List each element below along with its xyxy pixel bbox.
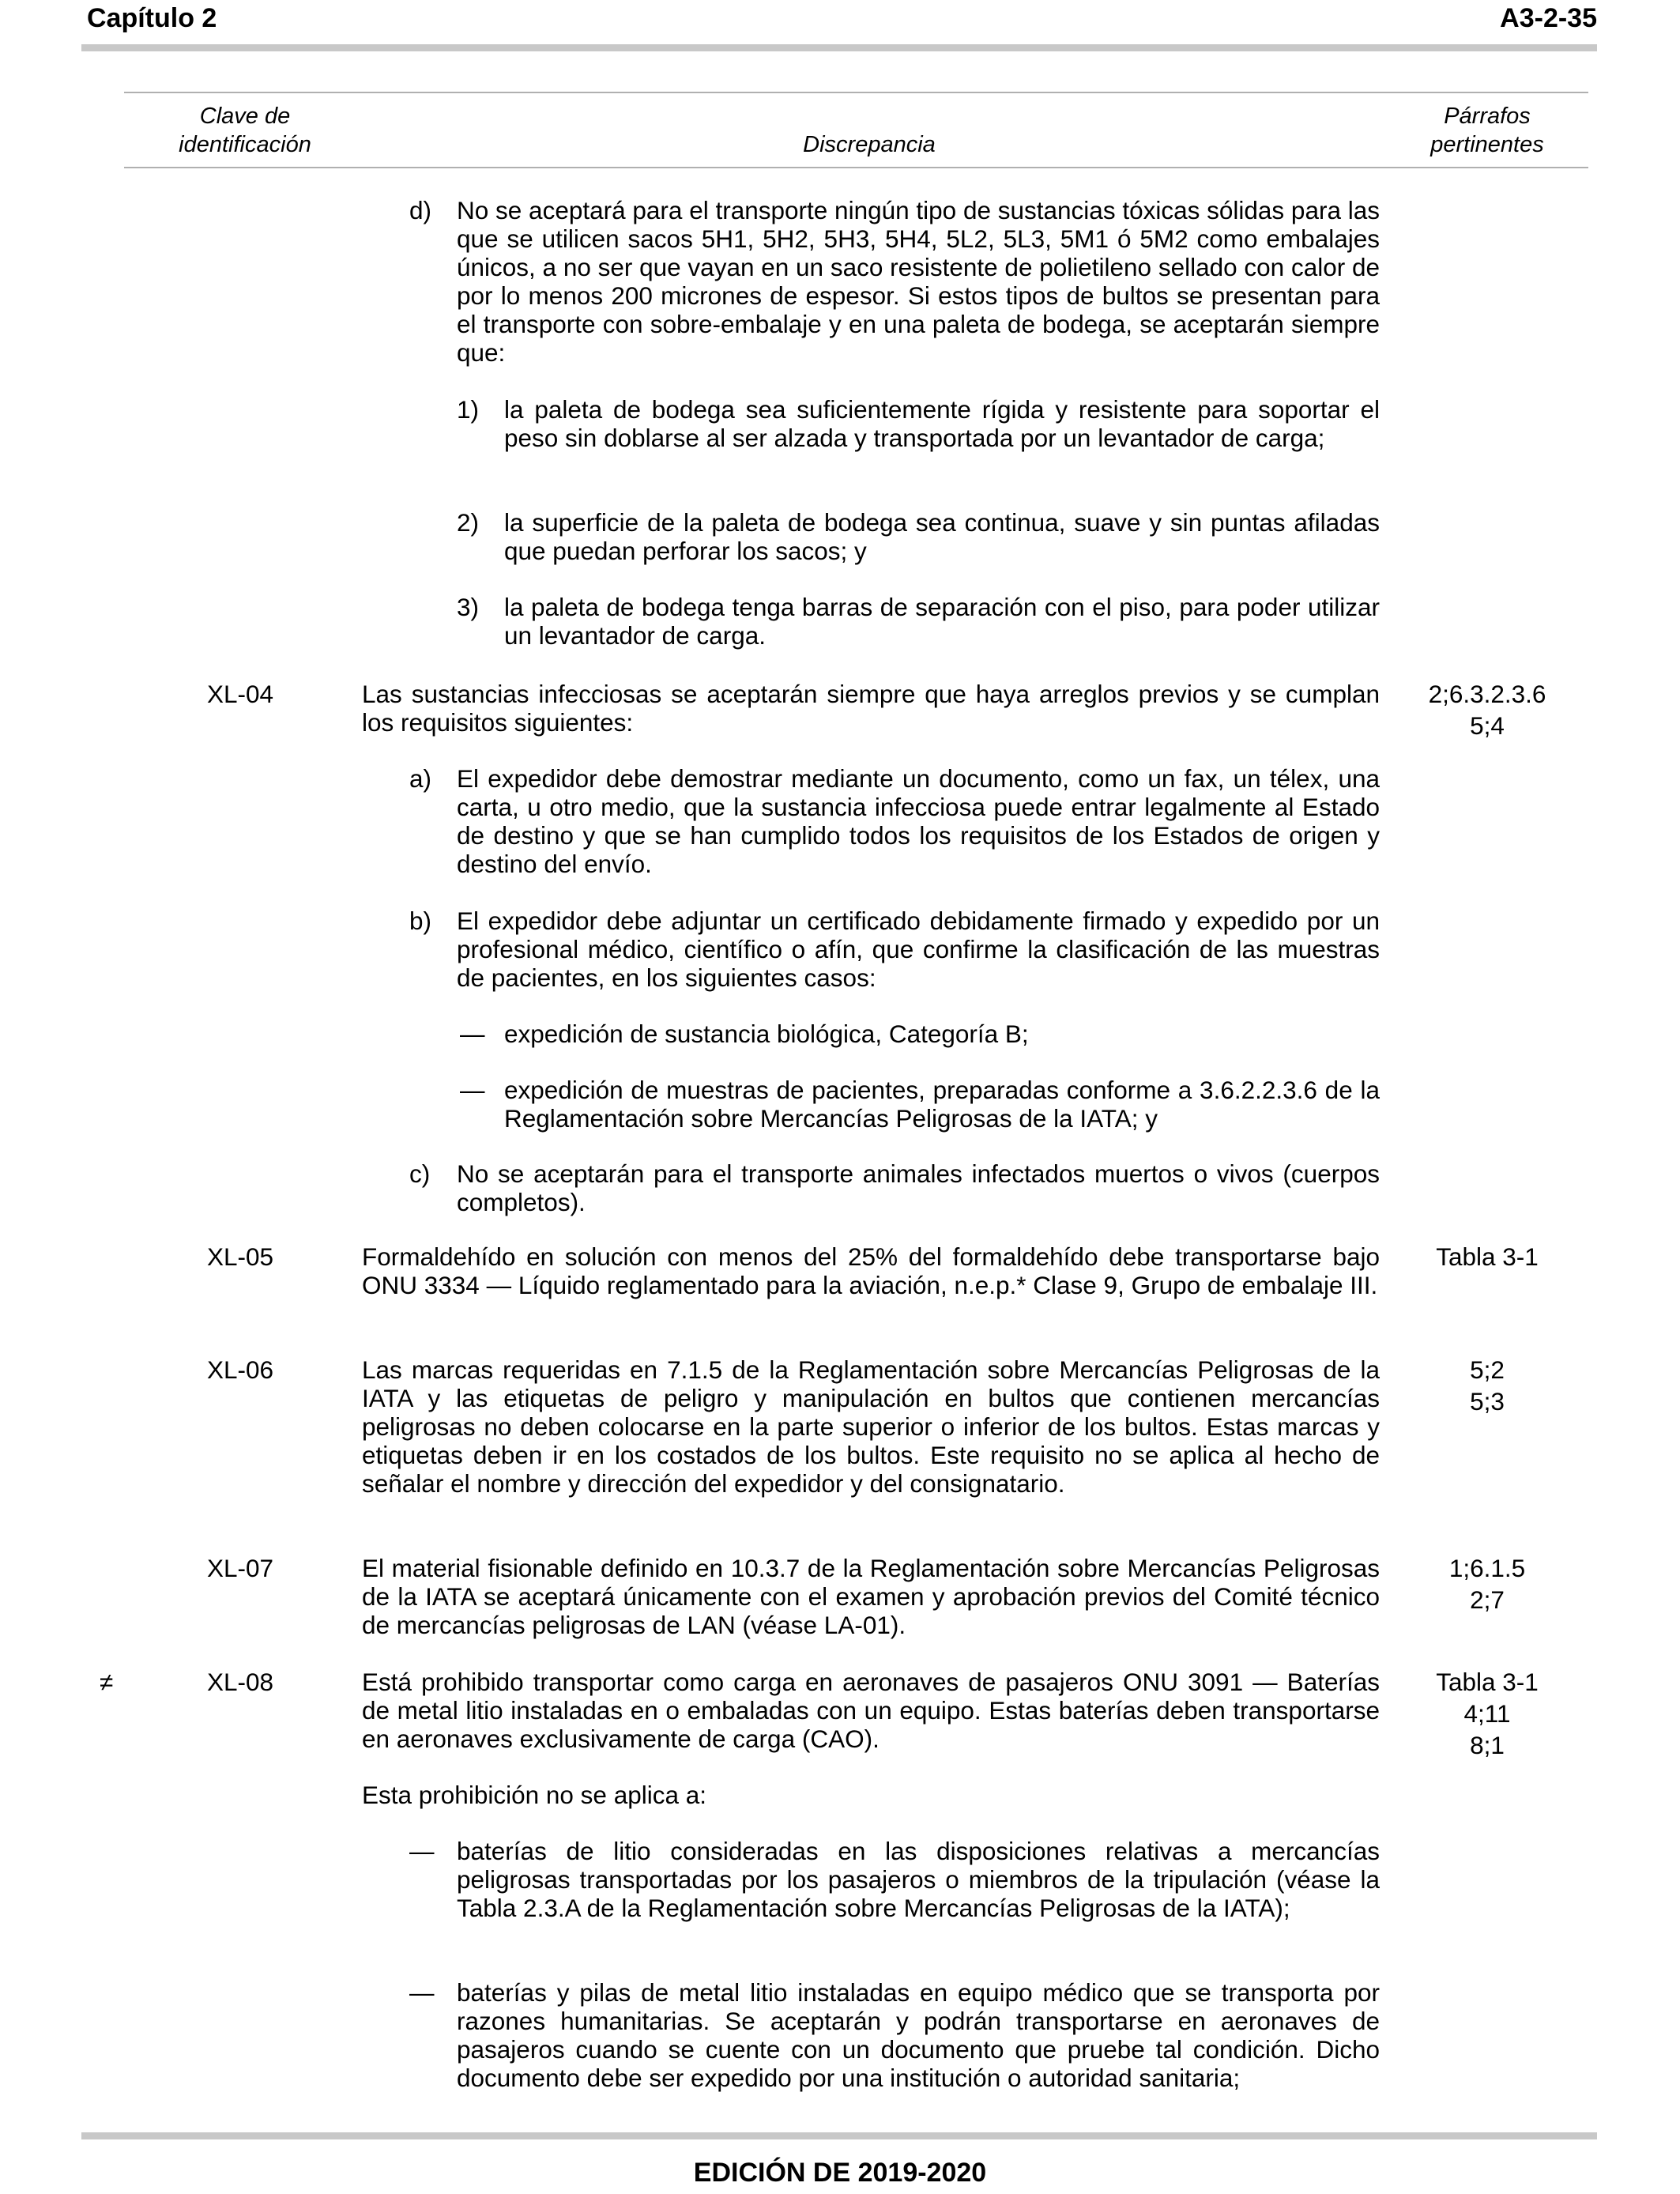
header-rule [81, 44, 1597, 51]
dash-text-xl04-2: expedición de muestras de pacientes, preparadas conforme a 3.6.2.2.3.6 de la Reglamentación sobre Mercancías Peligrosas de la IATA; y [504, 1076, 1380, 1133]
dash-label-xl08-1: — [409, 1837, 435, 1865]
entry-refs-xl04: 2;6.3.2.3.6 5;4 [1428, 680, 1546, 740]
entry-text-xl04: Las sustancias infecciosas se aceptarán siempre que haya arreglos previos y se cumplan los requisitos siguientes: [362, 680, 1380, 737]
subitem-label-3: 3) [457, 593, 480, 621]
chapter-title: Capítulo 2 [87, 3, 217, 33]
edition-footer: EDICIÓN DE 2019-2020 [693, 2158, 987, 2188]
entry-refs-xl07: 1;6.1.5 2;7 [1448, 1554, 1526, 1614]
column-header-refs: Párrafos pertinentes [1430, 104, 1544, 157]
entry-key-xl05: XL-05 [207, 1242, 274, 1271]
dash-text-xl04-1: expedición de sustancia biológica, Categoría B; [504, 1020, 1029, 1048]
item-label-c: c) [409, 1159, 431, 1188]
item-label-d: d) [409, 196, 432, 224]
entry-key-xl04: XL-04 [207, 680, 274, 708]
subitem-text-2: la superficie de la paleta de bodega sea continua, suave y sin puntas afiladas que puedan perforar los sacos; y [504, 508, 1380, 565]
entry-text-xl05: Formaldehído en solución con menos del 25% del formaldehído debe transportarse bajo ONU 3334 — Líquido reglamentado para la aviación, n.e.p.* Clase 9, Grupo de embalaje III. [362, 1242, 1380, 1299]
item-text-c: No se aceptarán para el transporte animales infectados muertos o vivos (cuerpos completos). [457, 1159, 1380, 1216]
entry-key-xl08: XL-08 [207, 1668, 274, 1696]
entry-refs-xl05: Tabla 3-1 [1436, 1242, 1539, 1271]
subitem-label-1: 1) [457, 395, 480, 424]
column-header-key: Clave de identificación [179, 104, 311, 157]
subitem-text-3: la paleta de bodega tenga barras de separación con el piso, para poder utilizar un levantador de carga. [504, 593, 1380, 650]
entry-refs-xl08: Tabla 3-1 4;11 8;1 [1436, 1668, 1539, 1759]
table-header-rule [124, 167, 1588, 168]
entry-refs-xl06: 5;2 5;3 [1470, 1355, 1505, 1416]
subitem-label-2: 2) [457, 508, 480, 537]
entry-key-xl07: XL-07 [207, 1554, 274, 1582]
dash-text-xl08-1: baterías de litio consideradas en las disposiciones relativas a mercancías peligrosas transportadas por los pasajeros o miembros de la tripulación (véase la Tabla 2.3.A de la Reglamentación sobre Mercancías Peligrosas de la IATA); [457, 1837, 1380, 1922]
dash-label-xl08-2: — [409, 1978, 435, 2007]
dash-label-xl04-1: — [460, 1020, 485, 1048]
exception-intro: Esta prohibición no se aplica a: [362, 1781, 707, 1809]
column-header-discrepancy: Discrepancia [803, 132, 936, 157]
entry-text-xl07: El material fisionable definido en 10.3.7 de la Reglamentación sobre Mercancías Peligrosas de la IATA se aceptará únicamente con el examen y aprobación previos del Comité técnico de mercancías peligrosas de LAN (véase LA-01). [362, 1554, 1380, 1639]
item-text-d: No se aceptará para el transporte ningún tipo de sustancias tóxicas sólidas para las que se utilicen sacos 5H1, 5H2, 5H3, 5H4, 5L2, 5L3, 5M1 ó 5M2 como embalajes únicos, a no ser que vayan en un saco resistente de polietileno sellado con calor de por lo menos 200 micrones de espesor. Si estos tipos de bultos se presentan para el transporte con sobre-embalaje y en una paleta de bodega, se aceptarán siempre que: [457, 196, 1381, 367]
entry-text-xl06: Las marcas requeridas en 7.1.5 de la Reglamentación sobre Mercancías Peligrosas de la IATA y las etiquetas de peligro y manipulación en bultos que contienen mercancías peligrosas no deben colocarse en la parte superior o inferior de los bultos. Estas marcas y etiquetas deben ir en los costados de los bultos. Este requisito no se aplica al hecho de señalar el nombre y dirección del expedidor y del consignatario. [362, 1355, 1380, 1498]
dash-label-xl04-2: — [460, 1076, 485, 1104]
item-label-a: a) [409, 764, 432, 793]
item-text-a: El expedidor debe demostrar mediante un documento, como un fax, un télex, una carta, u otro medio, que la sustancia infecciosa puede entrar legalmente al Estado de destino y que se han cumplido todos los requisitos de los Estados de origen y destino del envío. [457, 764, 1380, 878]
table-top-rule [124, 92, 1588, 93]
change-mark: ≠ [100, 1668, 114, 1696]
footer-rule [81, 2132, 1597, 2139]
dash-text-xl08-2: baterías y pilas de metal litio instaladas en equipo médico que se transporta por razones humanitarias. Se aceptarán y podrán transportarse en aeronaves de pasajeros cuando se cuente con un documento que pruebe tal condición. Dicho documento debe ser expedido por una institución o autoridad sanitaria; [457, 1978, 1380, 2092]
item-label-b: b) [409, 907, 432, 935]
entry-key-xl06: XL-06 [207, 1355, 274, 1384]
subitem-text-1: la paleta de bodega sea suficientemente rígida y resistente para soportar el peso sin doblarse al ser alzada y transportada por un levantador de carga; [504, 395, 1380, 452]
item-text-b: El expedidor debe adjuntar un certificado debidamente firmado y expedido por un profesional médico, científico o afín, que confirme la clasificación de las muestras de pacientes, en los siguientes casos: [457, 907, 1380, 992]
page-number: A3-2-35 [1500, 3, 1597, 33]
entry-text-xl08: Está prohibido transportar como carga en aeronaves de pasajeros ONU 3091 — Baterías de metal litio instaladas en o embaladas con un equipo. Estas baterías deben transportarse en aeronaves exclusivamente de carga (CAO). [362, 1668, 1380, 1753]
